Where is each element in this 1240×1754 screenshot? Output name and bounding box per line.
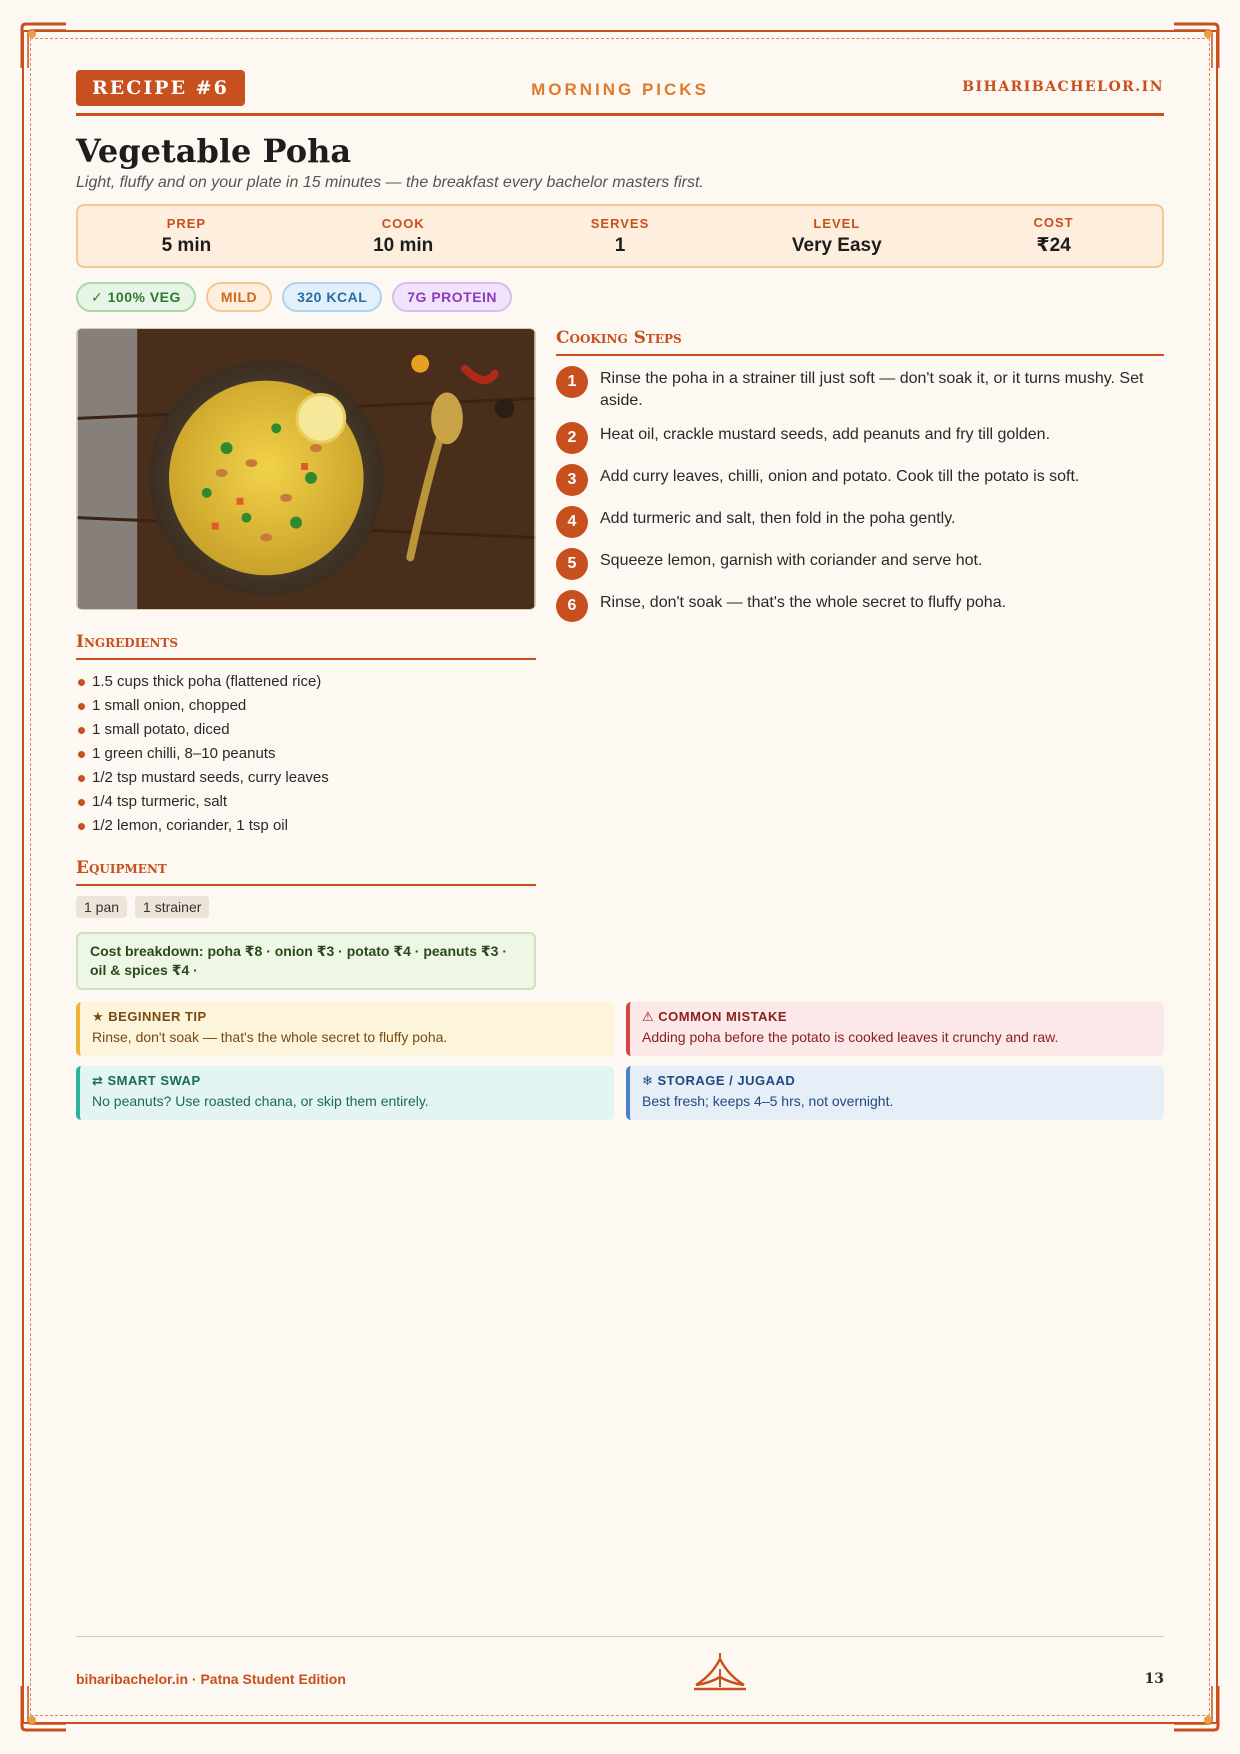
beginner-tip-card [76, 1002, 614, 1056]
stat-value: ₹24 [1036, 235, 1071, 256]
equipment-heading: Equipment [76, 858, 536, 886]
cost-breakdown: Cost breakdown: poha ₹8 · onion ₹3 · potato ₹4 · peanuts ₹3 · oil & spices ₹4 · [76, 932, 536, 990]
step-text: Squeeze lemon, garnish with coriander and serve hot. [600, 552, 983, 569]
step-number: 6 [556, 590, 588, 622]
tip-text: No peanuts? Use roasted chana, or skip them entirely. [92, 1093, 429, 1109]
list-item: 1/2 lemon, coriander, 1 tsp oil [76, 814, 536, 838]
storage-tip-card [626, 1066, 1164, 1120]
step-text: Add turmeric and salt, then fold in the poha gently. [600, 510, 956, 527]
equipment-chips [76, 896, 536, 918]
list-item: 1 small onion, chopped [76, 694, 536, 718]
right-column [556, 328, 1164, 990]
stat-label: COOK [381, 215, 425, 231]
stat-label: COST [1033, 215, 1074, 230]
stat-label: SERVES [590, 215, 650, 231]
page-content [76, 70, 1164, 1120]
tip-text: Best fresh; keeps 4–5 hrs, not overnight. [642, 1093, 894, 1109]
poha-bowl-illustration [77, 329, 535, 609]
step-number: 4 [556, 506, 588, 538]
list-item: 1.5 cups thick poha (flattened rice) [76, 670, 536, 694]
list-item: 1 green chilli, 8–10 peanuts [76, 742, 536, 766]
list-item [556, 366, 1164, 412]
tip-title: ⚠ COMMON MISTAKE [642, 1009, 788, 1024]
stat-value: 1 [614, 234, 626, 256]
left-column [76, 328, 536, 990]
steps-heading: Cooking Steps [556, 328, 1164, 356]
step-number: 2 [556, 422, 588, 454]
list-item: 1 small potato, diced [76, 718, 536, 742]
stat-level [728, 216, 945, 257]
ingredients-heading: Ingredients [76, 632, 536, 660]
equipment-chip: 1 pan [76, 896, 127, 918]
ingredients-list [76, 670, 536, 838]
step-text: Heat oil, crackle mustard seeds, add peanuts and fry till golden. [600, 426, 1051, 443]
stat-serves [512, 216, 729, 257]
common-mistake-card [626, 1002, 1164, 1056]
corner-ornament-icon [18, 20, 68, 70]
equipment-chip: 1 strainer [135, 896, 209, 918]
stat-label: LEVEL [813, 215, 861, 231]
step-number: 1 [556, 366, 588, 398]
recipe-subtitle: Light, fluffy and on your plate in 15 minutes — the breakfast every bachelor masters first. [76, 174, 704, 191]
tip-title: ❄ STORAGE / JUGAAD [642, 1073, 796, 1088]
footer-credit: biharibachelor.in · Patna Student Edition [76, 1671, 346, 1687]
tag-veg: ✓ 100% VEG [76, 282, 196, 312]
recipe-body [76, 328, 1164, 990]
tips-grid [76, 1002, 1164, 1120]
list-item [556, 548, 1164, 580]
section-label: MORNING PICKS [531, 80, 709, 99]
tag-protein: 7G PROTEIN [392, 282, 512, 312]
tag-spice-level: MILD [206, 282, 272, 312]
list-item: 1/4 tsp turmeric, salt [76, 790, 536, 814]
step-text: Rinse the poha in a strainer till just soft — don't soak it, or it turns mushy. Set aside. [600, 370, 1144, 409]
recipe-number-badge: RECIPE #6 [76, 70, 245, 106]
page-header [76, 70, 1164, 116]
list-item [556, 590, 1164, 622]
list-item [556, 422, 1164, 454]
diet-tags [76, 282, 1164, 312]
step-text: Add curry leaves, chilli, onion and potato. Cook till the potato is soft. [600, 468, 1080, 485]
recipe-title: Vegetable Poha [76, 132, 352, 170]
list-item [556, 464, 1164, 496]
stat-value: 10 min [373, 234, 434, 256]
recipe-stats-bar [76, 204, 1164, 268]
stat-prep [78, 216, 295, 257]
step-text: Rinse, don't soak — that's the whole secret to fluffy poha. [600, 594, 1007, 611]
page-number: 13 [1144, 1671, 1164, 1687]
list-item [556, 506, 1164, 538]
ingredients-section [76, 632, 536, 838]
stat-label: PREP [166, 215, 207, 231]
smart-swap-card [76, 1066, 614, 1120]
equipment-section [76, 858, 536, 918]
page-footer [76, 1636, 1164, 1686]
stat-cook [295, 216, 512, 257]
cooking-steps-list [556, 366, 1164, 622]
stat-value: 5 min [161, 234, 212, 256]
tag-calories: 320 KCAL [282, 282, 382, 312]
stat-cost [945, 215, 1162, 257]
tip-title: ⇄ SMART SWAP [92, 1073, 201, 1088]
corner-ornament-icon [1172, 20, 1222, 70]
step-number: 5 [556, 548, 588, 580]
list-item: 1/2 tsp mustard seeds, curry leaves [76, 766, 536, 790]
corner-ornament-icon [18, 1684, 68, 1734]
temple-logo-icon [690, 1651, 750, 1693]
tip-title: ★ BEGINNER TIP [92, 1009, 207, 1024]
tip-text: Rinse, don't soak — that's the whole secret to fluffy poha. [92, 1029, 448, 1045]
dish-photo [76, 328, 536, 610]
tip-text: Adding poha before the potato is cooked leaves it crunchy and raw. [642, 1029, 1059, 1045]
corner-ornament-icon [1172, 1684, 1222, 1734]
site-name: BIHARIBACHELOR.IN [962, 79, 1164, 95]
stat-value: Very Easy [791, 234, 882, 256]
step-number: 3 [556, 464, 588, 496]
